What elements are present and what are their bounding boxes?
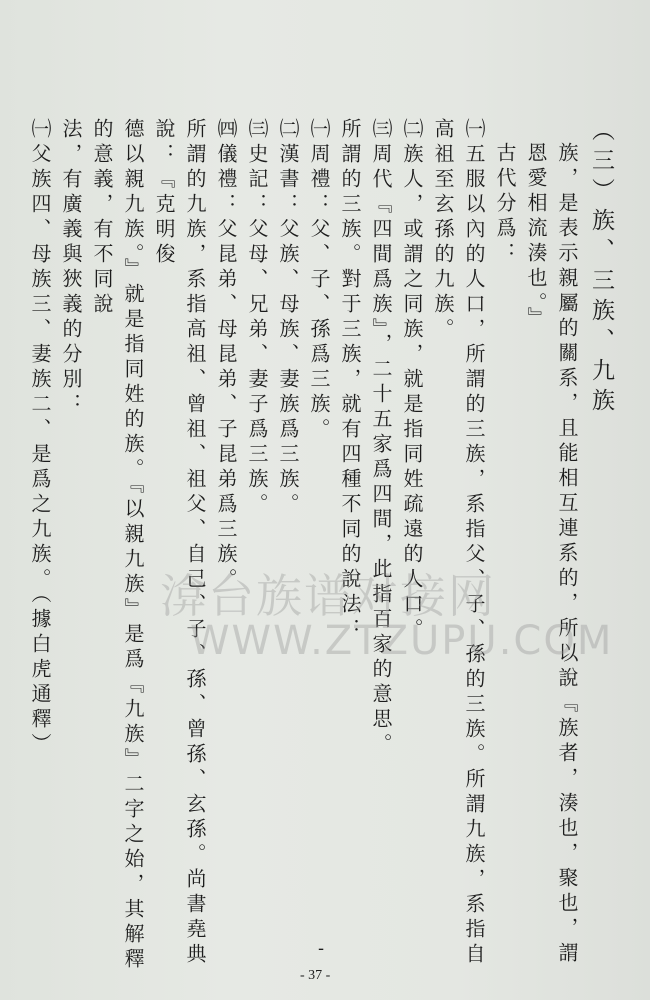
- text-column-4: ㈡族人，或謂之同族，就是指同姓疏遠的人口。: [400, 118, 424, 643]
- text-column-8: ㈡漢書：父族、母族、妻族爲三族。: [276, 118, 300, 518]
- text-column-13: 法，有廣義與狹義的分別：: [59, 118, 83, 418]
- text-column-2: 古代分爲：: [493, 142, 517, 267]
- section-heading: （三）族、三族、九族: [588, 118, 614, 418]
- text-column-9: ㈢史記：父母、兄弟、妻子爲三族。: [245, 118, 269, 518]
- text-column-10: ㈣儀禮：父昆弟、母昆弟、子昆弟爲三族。: [214, 118, 238, 593]
- text-column-12: 德以親九族。』就是指同姓的族。『以親九族』是爲『九族』二字之始，其解釋的意義，有不同說: [90, 118, 145, 973]
- text-column-6: 所謂的三族。對于三族，就有四種不同的說法：: [338, 118, 362, 643]
- vertical-text-body: [28, 118, 620, 978]
- page-number: - 37 -: [300, 968, 331, 983]
- text-column-5: ㈢周代『四間爲族』，二十五家爲四間，此指百家的意思。: [369, 118, 393, 758]
- watermark-url: WWW.ZTZUPU.COM: [190, 618, 614, 664]
- text-column-14: ㈠父族四、母族三、妻族二、是爲之九族。（據白虎通釋）: [28, 118, 52, 758]
- page-mark: -: [318, 938, 325, 959]
- text-column-3: ㈠五服以內的人口，所謂的三族，系指父、子、孫的三族。所謂九族，系指自高祖至玄孫的九族。: [431, 118, 486, 968]
- text-column-11: 所謂的九族，系指高祖、曾祖、祖父、自己、子、孫、曾孫、玄孫。尚書堯典說：『克明俊: [152, 118, 207, 968]
- text-column-7: ㈠周禮：父、子、孫爲三族。: [307, 118, 331, 443]
- text-column-1: 族，是表示親屬的關系，且能相互連系的，所以說『族者，湊也，聚也，謂恩愛相流湊也。』: [524, 142, 579, 967]
- watermark-title: 渰台族谱对接网: [160, 569, 496, 623]
